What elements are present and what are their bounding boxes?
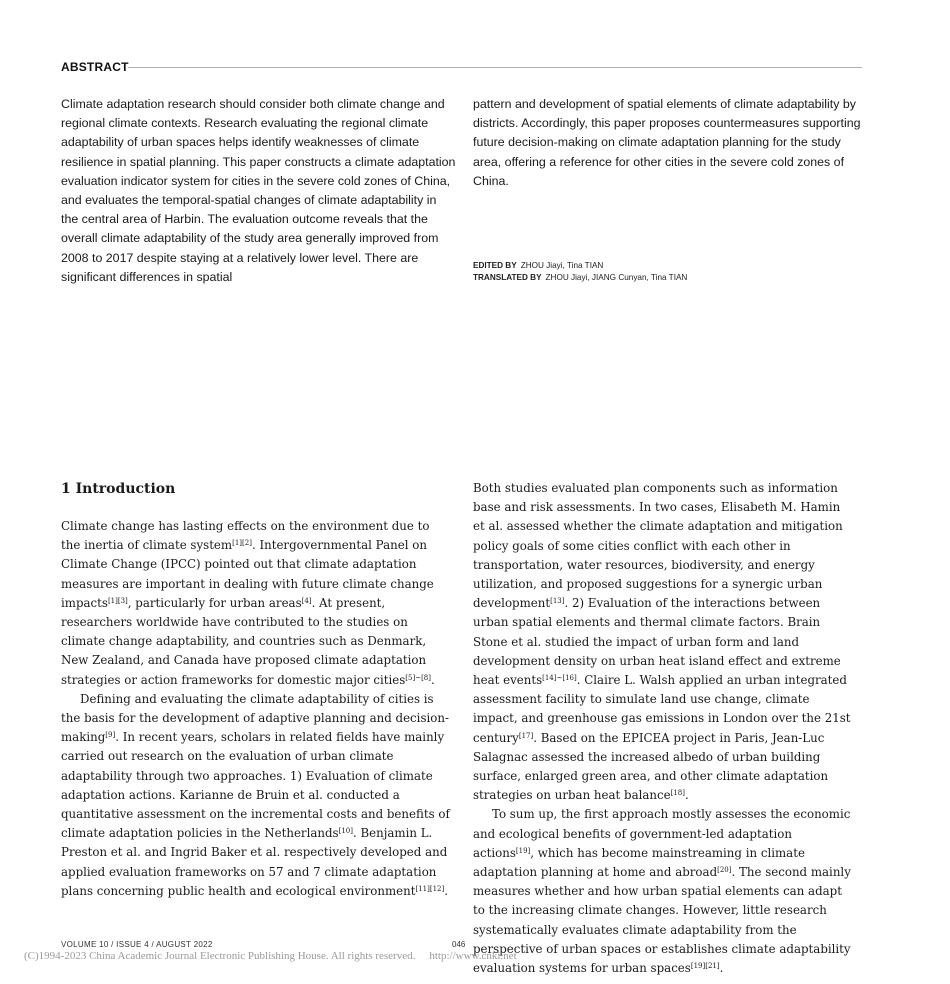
citation: [1][3] [107, 596, 128, 605]
citation: [1][2] [232, 539, 252, 548]
abstract-column-1 [61, 95, 456, 287]
paragraph-2-start: Defining and evaluating the climate adaptability of cities is the basis for the development of adaptive planning and decision-making[9]. In recent years, scholars in related fields have mainly carried out research on the evaluation of urban climate adaptability through two approaches. 1) Evaluation of climate adaptation actions. Karianne de Bruin et al. conducted a quantitative assessment on the incremental costs and benefits of climate adaptation policies in the Netherlands[10]. Benjamin L. Preston et al. and Ingrid Baker et al. respectively developed and applied evaluation frameworks on 57 and 7 climate adaptation plans concerning public health and ecological environment[11][12]. [61, 691, 450, 898]
journal-issue: VOLUME 10 / ISSUE 4 / AUGUST 2022 [61, 940, 213, 949]
body-column-1 [61, 479, 451, 901]
citation: [18] [670, 789, 685, 798]
edited-by-names: ZHOU Jiayi, Tina TIAN [520, 261, 604, 270]
copyright-text: (C)1994-2023 China Academic Journal Electronic Publishing House. All rights reserved. [24, 950, 416, 962]
citation: [14]~[16] [542, 674, 577, 683]
citation: [11][12] [415, 884, 445, 893]
paragraph-1: Climate change has lasting effects on the environment due to the inertia of climate system[1][2]. Intergovernmental Panel on Climate Change (IPCC) pointed out that climate adaptation measures are important in dealing with future climate change impacts[1][3], particularly for urban areas[4]. At present, researchers worldwide have contributed to the studies on climate change adaptability, and countries such as Denmark, New Zealand, and Canada have proposed climate adaptation strategies or action frameworks for domestic major cities[5]~[8]. [61, 519, 435, 687]
paragraph-2-continued: Both studies evaluated plan components such as information base and risk assessments. In two cases, Elisabeth M. Hamin et al. assessed whether the climate adaptation and mitigation policy goals of some cities conflict with each other in transportation, water resources, biodiversity, and energy utilization, and proposed suggestions for a synergic urban development[13]. 2) Evaluation of the interactions between urban spatial elements and thermal climate factors. Brain Stone et al. studied the impact of urban form and land development density on urban heat island effect and extreme heat events[14]~[16]. Claire L. Walsh applied an urban integrated assessment facility to simulate land use change, climate impact, and greenhouse gas emissions in London over the 21st century[17]. Based on the EPICEA project in Paris, Jean-Luc Salagnac assessed the increased albedo of urban building surface, enlarged green area, and other climate adaptation strategies on urban heat balance[18]. [473, 481, 851, 803]
copyright-url: http://www.cnki.net [429, 950, 517, 962]
section-title: 1 Introduction [61, 481, 176, 497]
abstract-label: ABSTRACT [61, 60, 129, 74]
body-column-2 [473, 479, 853, 978]
translated-by-names: ZHOU Jiayi, JIANG Cunyan, Tina TIAN [545, 273, 688, 282]
paragraph-3: To sum up, the first approach mostly assesses the economic and ecological benefits of government-led adaptation actions[19], which has become mainstreaming in climate adaptation planning at home and abroad[20]. The second mainly measures whether and how urban spatial elements can adapt to the increasing climate changes. However, little research systematically evaluates climate adaptability from the perspective of urban spaces or establishes climate adaptability evaluation systems for urban spaces[19][21]. [473, 807, 851, 976]
translated-by-label: TRANSLATED BY [473, 273, 542, 282]
abstract-header [61, 60, 862, 76]
abstract-rule [128, 67, 862, 68]
copyright-watermark [24, 950, 517, 962]
citation: [19] [515, 846, 531, 855]
edited-by-row [473, 260, 687, 272]
citation: [5]~[8] [405, 673, 431, 682]
abstract-text-1: Climate adaptation research should consider both climate change and regional climate contexts. Research evaluating the regional climate adaptability of urban spaces helps identify weaknesses of climate resilience in spatial planning. This paper constructs a climate adaptation evaluation indicator system for cities in the severe cold zones of China, and evaluates the temporal-spatial changes of climate adaptability in the central area of Harbin. The evaluation outcome reveals that the overall climate adaptability of the study area generally improved from 2008 to 2017 despite staying at a relatively lower level. There are significant differences in spatial [61, 97, 456, 284]
citation: [19][21] [690, 962, 720, 971]
citation: [9] [105, 731, 116, 740]
citation: [4] [301, 596, 312, 605]
translated-by-row [473, 272, 687, 284]
credits [473, 260, 687, 284]
citation: [17] [518, 731, 534, 740]
citation: [10] [338, 827, 353, 836]
abstract-text-2: pattern and development of spatial elements of climate adaptability by districts. Accordingly, this paper proposes countermeasures supporting future decision-making on climate adaptation planning for the study area, offering a reference for other cities in the severe cold zones of China. [473, 97, 861, 188]
citation: [20] [717, 866, 732, 875]
abstract-column-2 [473, 95, 863, 191]
page-number: 046 [452, 940, 466, 949]
edited-by-label: EDITED BY [473, 261, 517, 270]
citation: [13] [550, 597, 565, 606]
